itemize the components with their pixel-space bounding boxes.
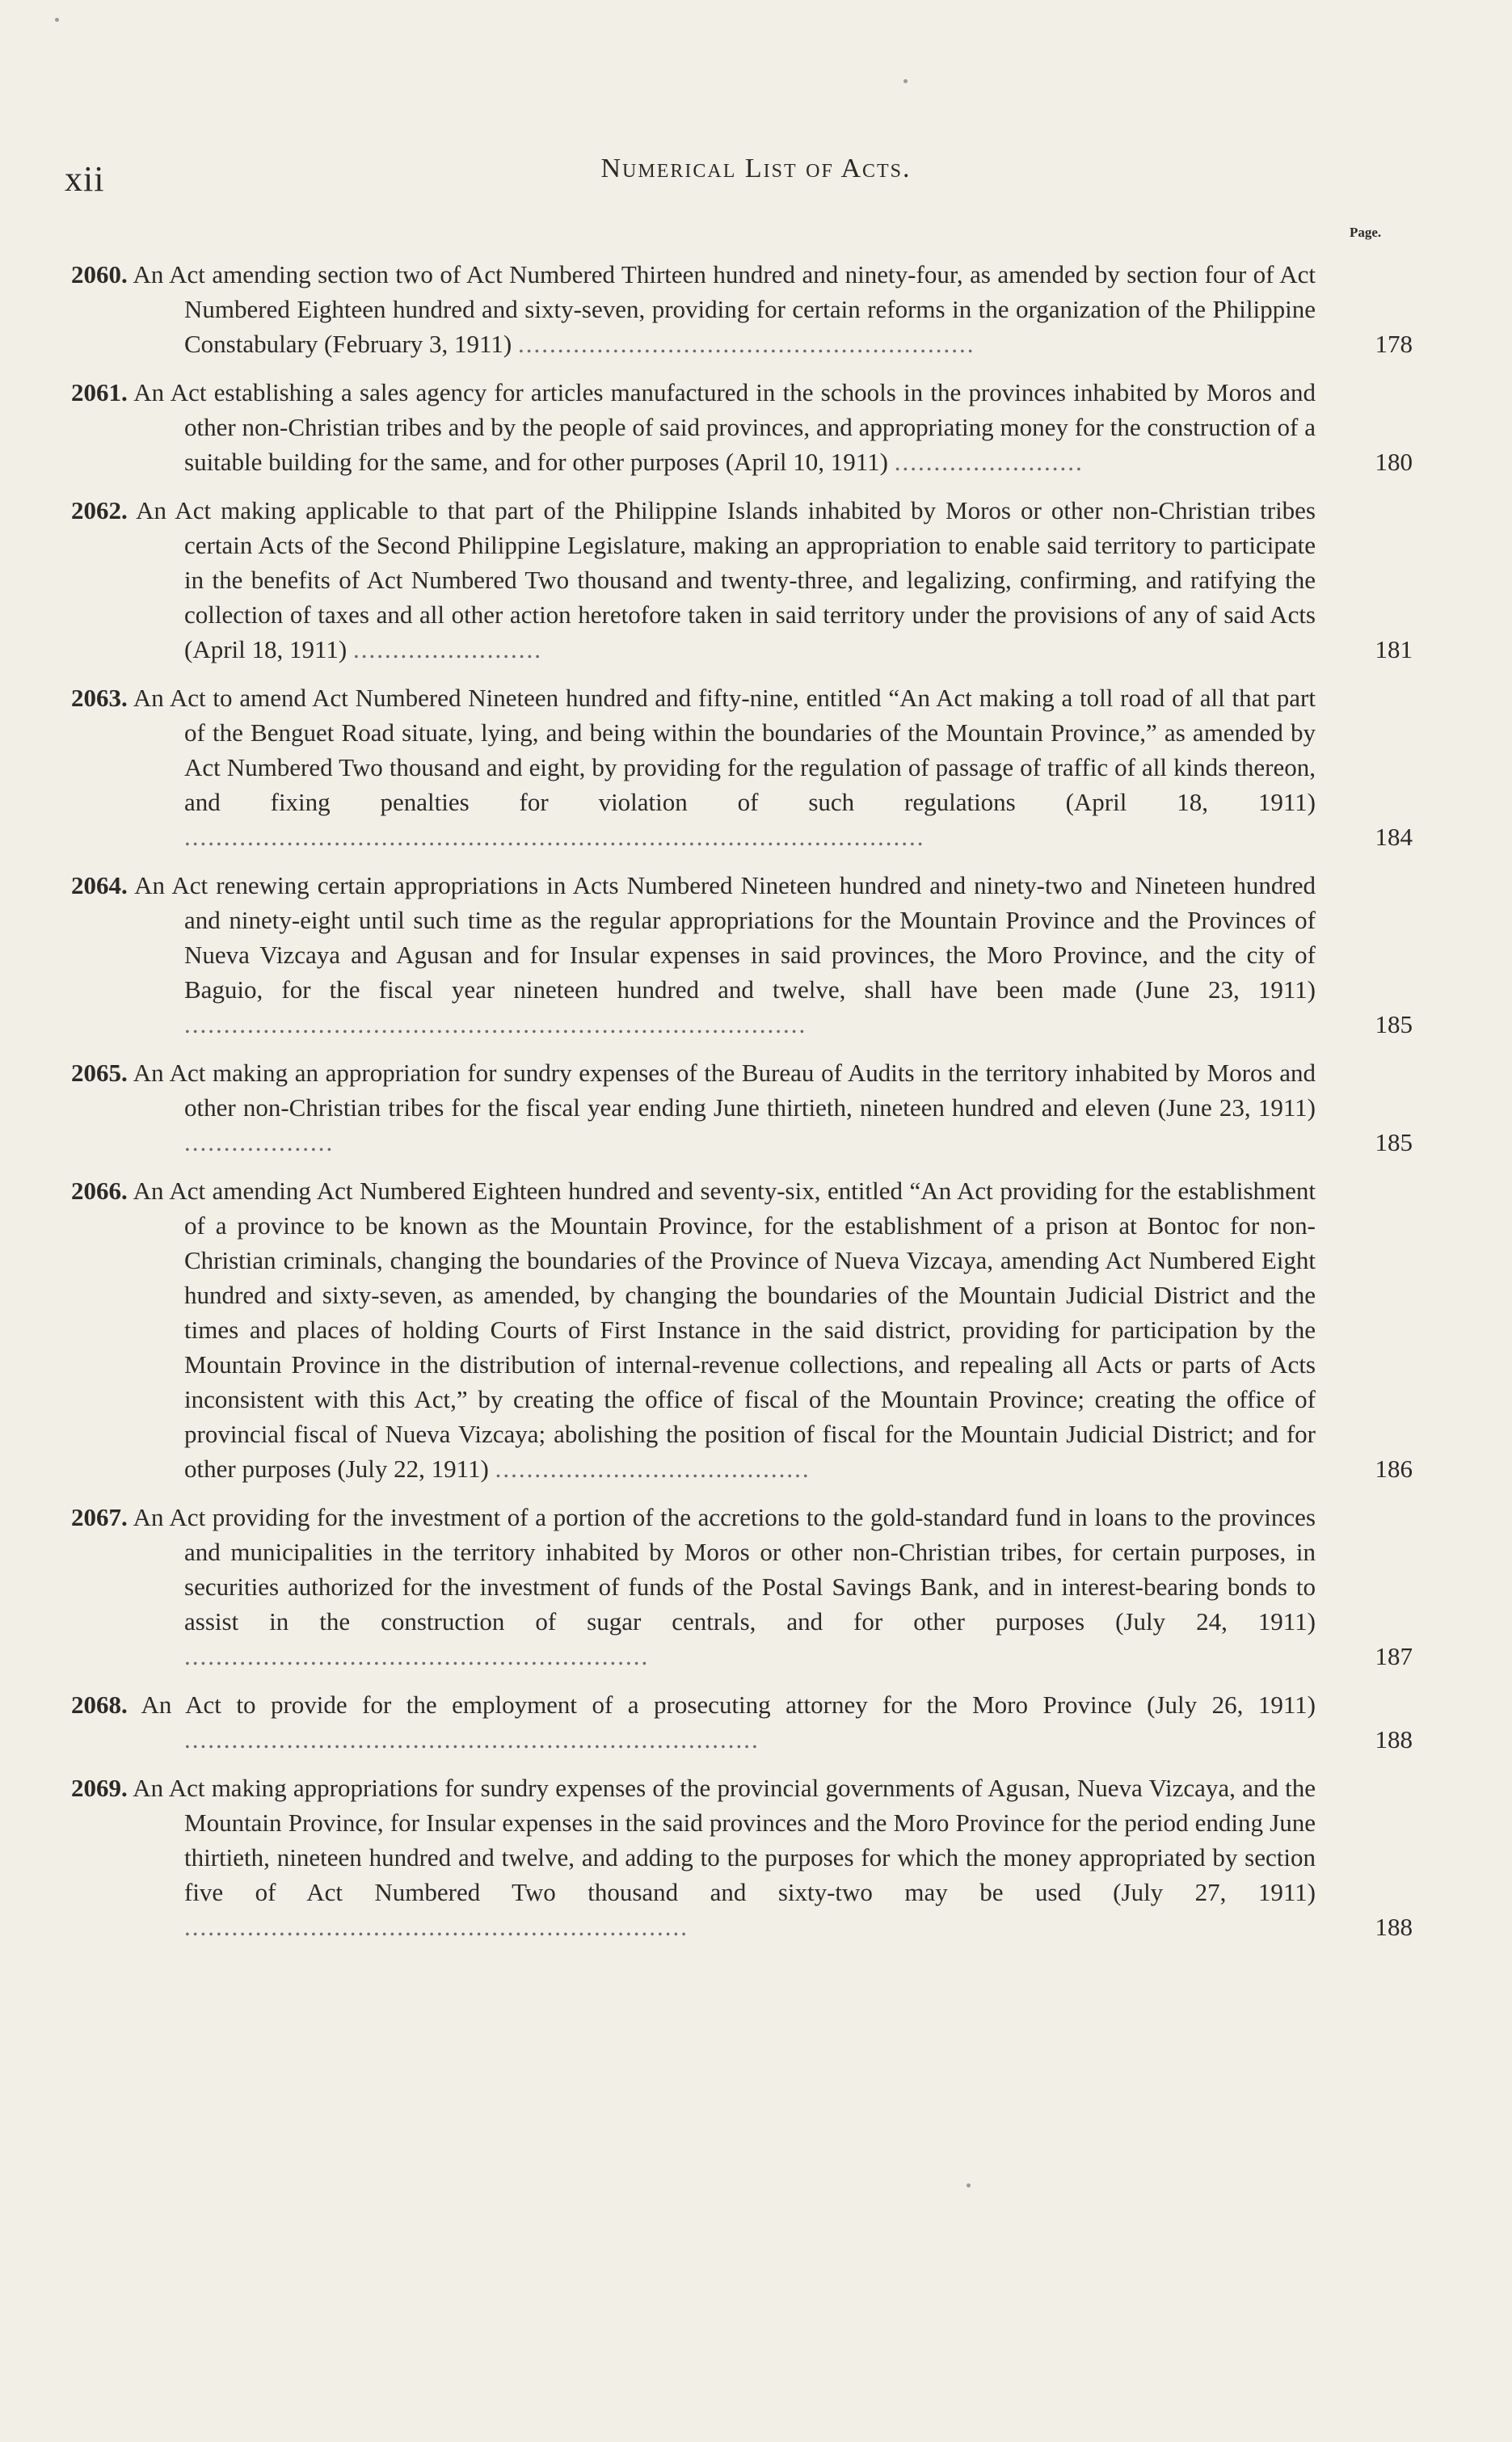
dot-leader: ........................................................... — [184, 1642, 650, 1670]
list-item-act-2067 — [71, 1500, 1413, 1674]
dot-leader: .......................................................... — [517, 330, 975, 358]
act-page: 188 — [1375, 1913, 1413, 1941]
list-item-act-2068 — [71, 1687, 1413, 1757]
list-item-act-2064 — [71, 868, 1413, 1042]
act-description: An Act providing for the investment of a portion of the accretions to the gold-standard fund in loans to the provinces and municipalities in the territory inhabited by Moros or other non-Christian tribes, for certain purposes, in securities authorized for the investment of funds of the Postal Savings Bank, and in interest-bearing bonds to assist in the construction of sugar centrals, and for other purposes (July 24, 1911) — [133, 1503, 1316, 1636]
act-page: 185 — [1375, 1128, 1413, 1156]
dot-leader: ............................................................................... — [184, 1010, 807, 1038]
list-item-act-2066 — [71, 1173, 1413, 1486]
act-page: 186 — [1375, 1455, 1413, 1483]
list-item-act-2062 — [71, 493, 1413, 667]
paper-speck — [55, 18, 59, 22]
act-number: 2062. — [71, 496, 128, 524]
dot-leader: ................... — [184, 1128, 335, 1156]
act-number: 2066. — [71, 1177, 128, 1205]
act-page: 181 — [1375, 635, 1413, 663]
act-description: An Act to provide for the employment of a prosecuting attorney for the Moro Province (July 26, 1911) — [141, 1690, 1316, 1719]
act-page: 185 — [1375, 1010, 1413, 1038]
act-description: An Act to amend Act Numbered Nineteen hundred and fifty-nine, entitled “An Act making a toll road of all that part of the Benguet Road situate, lying, and being within the boundaries of the Mountain Province,” as amended by Act Numbered Two thousand and eight, by providing for the regulation of passage of traffic of all kinds thereon, and fixing penalties for violation of such regulations (April 18, 1911) — [133, 684, 1316, 816]
act-description: An Act renewing certain appropriations in Acts Numbered Nineteen hundred and ninety-two and Nineteen hundred and ninety-eight until such time as the regular appropriations for the Mountain Province and the Provinces of Nueva Vizcaya and Agusan and for Insular expenses in said provinces, the Moro Province, and the city of Baguio, for the fiscal year nineteen hundred and twelve, shall have been made (June 23, 1911) — [134, 871, 1316, 1004]
dot-leader: ........................ — [894, 448, 1084, 476]
act-description: An Act amending Act Numbered Eighteen hundred and seventy-six, entitled “An Act providing for the establishment of a province to be known as the Mountain Province, for the establishment of a prison at Bontoc for non-Christian criminals, changing the boundaries of the Province of Nueva Vizcaya, amending Act Numbered Eight hundred and sixty-seven, as amended, by changing the boundaries of the Mountain Judicial District and the times and places of holding Courts of First Instance in the said district, providing for participation by the Mountain Province in the distribution of internal-revenue collections, and repealing all Acts or parts of Acts inconsistent with this Act,” by creating the office of fiscal of the Mountain Province; creating the office of provincial fiscal of Nueva Vizcaya; abolishing the position of fiscal for the Mountain Judicial District; and for other purposes (July 22, 1911) — [133, 1177, 1316, 1483]
page-column-label: Page. — [1350, 225, 1382, 240]
act-number: 2067. — [71, 1503, 128, 1531]
page-number: xii — [65, 159, 105, 199]
act-description: An Act amending section two of Act Numbered Thirteen hundred and ninety-four, as amended by section four of Act Numbered Eighteen hundred and sixty-seven, providing for certain reforms in the organization of the Philippine Constabulary (February 3, 1911) — [133, 260, 1316, 358]
act-description: An Act establishing a sales agency for articles manufactured in the schools in the provinces inhabited by Moros and other non-Christian tribes and by the people of said provinces, and appropriating money for the construction of a suitable building for the same, and for other purposes (April 10, 1911) — [133, 378, 1316, 476]
act-number: 2063. — [71, 684, 128, 712]
act-description: An Act making appropriations for sundry expenses of the provincial governments of Agusan, Nueva Vizcaya, and the Mountain Province, for Insular expenses in the said provinces and the Moro Province for the period ending June thirtieth, nineteen hundred and twelve, and adding to the purposes for which the money appropriated by section five of Act Numbered Two thousand and sixty-two may be used (July 27, 1911) — [133, 1774, 1316, 1906]
dot-leader: ......................................................................... — [184, 1725, 760, 1754]
act-number: 2069. — [71, 1774, 128, 1802]
act-number: 2068. — [71, 1690, 128, 1719]
act-description: An Act making an appropriation for sundry expenses of the Bureau of Audits in the territory inhabited by Moros and other non-Christian tribes for the fiscal year ending June thirtieth, nineteen hundred and eleven (June 23, 1911) — [133, 1059, 1316, 1122]
act-page: 188 — [1375, 1725, 1413, 1754]
page-title: Numerical List of Acts. — [600, 154, 912, 183]
act-page: 180 — [1375, 448, 1413, 476]
act-number: 2064. — [71, 871, 128, 899]
acts-list — [71, 257, 1413, 1958]
paper-speck — [903, 79, 908, 83]
act-page: 184 — [1375, 823, 1413, 851]
act-number: 2065. — [71, 1059, 128, 1087]
list-item-act-2063 — [71, 680, 1413, 854]
act-page: 178 — [1375, 330, 1413, 358]
act-description: An Act making applicable to that part of the Philippine Islands inhabited by Moros or other non-Christian tribes certain Acts of the Second Philippine Legislature, making an appropriation to enable said territory to participate in the benefits of Act Numbered Two thousand and twenty-three, and legalizing, confirming, and ratifying the collection of taxes and all other action heretofore taken in said territory under the provisions of any of said Acts (April 18, 1911) — [136, 496, 1316, 663]
act-number: 2060. — [71, 260, 128, 288]
dot-leader: ........................ — [352, 635, 542, 663]
list-item-act-2061 — [71, 375, 1413, 479]
list-item-act-2065 — [71, 1055, 1413, 1160]
list-item-act-2060 — [71, 257, 1413, 361]
dot-leader: ................................................................ — [184, 1913, 689, 1941]
act-page: 187 — [1375, 1642, 1413, 1670]
dot-leader: .............................................................................................. — [184, 823, 925, 851]
list-item-act-2069 — [71, 1770, 1413, 1944]
paper-speck — [967, 2183, 971, 2187]
act-number: 2061. — [71, 378, 128, 406]
dot-leader: ........................................ — [495, 1455, 811, 1483]
